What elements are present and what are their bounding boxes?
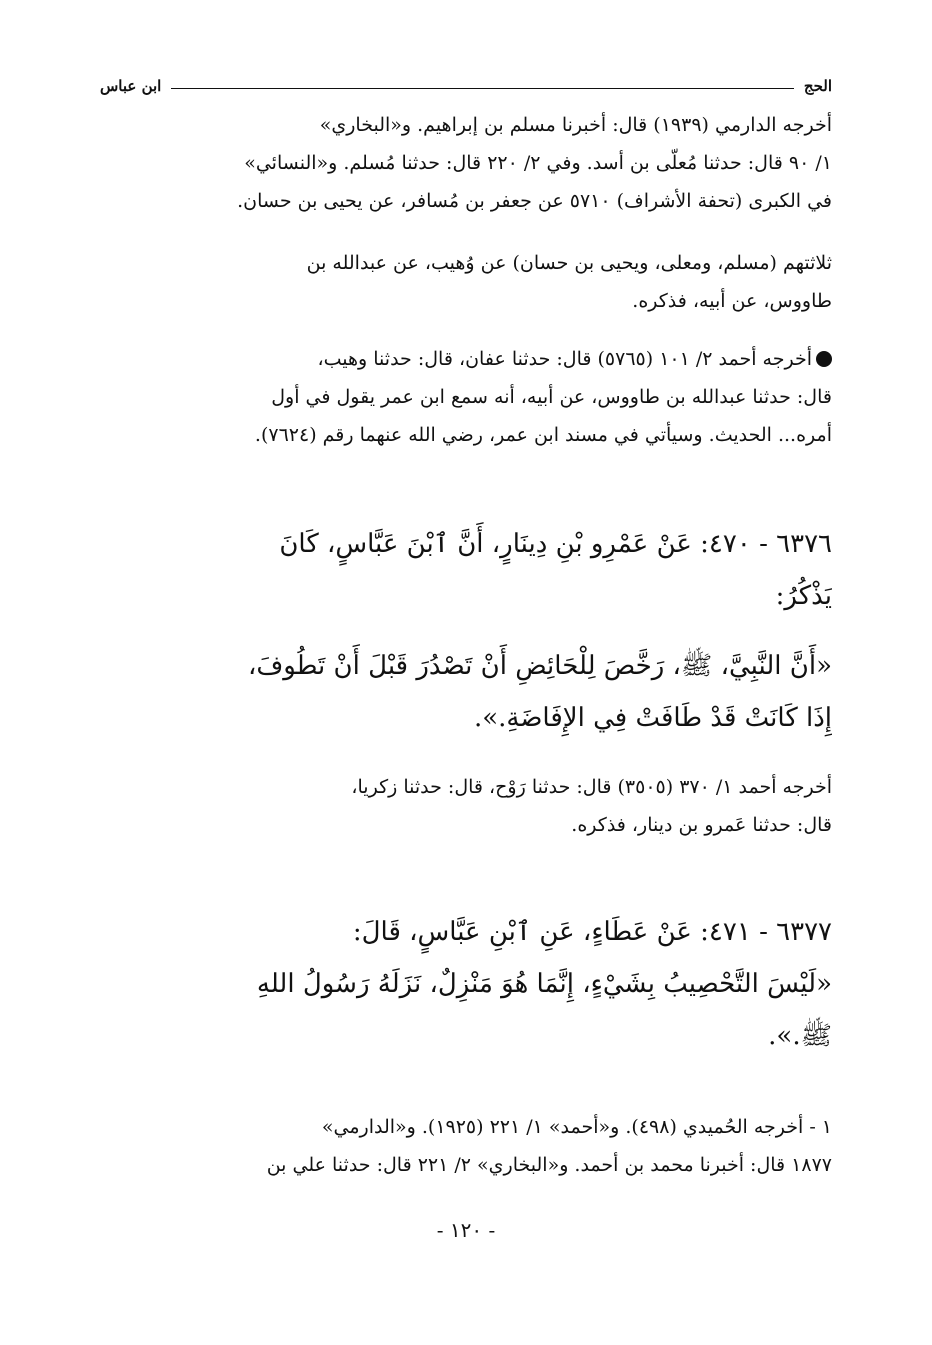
text-line: في الكبرى (تحفة الأشراف) ٥٧١٠ عن جعفر بن مُسافر، عن يحيى بن حسان. <box>237 190 832 212</box>
footnote-block-5 <box>100 1108 832 1184</box>
text-line-content: أخرجه أحمد ٢/ ١٠١ (٥٧٦٥) قال: حدثنا عفان، قال: حدثنا وهيب، <box>317 348 812 370</box>
text-line: ﷺ.». <box>768 1021 832 1051</box>
hadith-6377 <box>100 906 832 1062</box>
text-line: ٦٣٧٧ - ٤٧١: عَنْ عَطَاءٍ، عَنِ ٱبْنِ عَبَّاسٍ، قَالَ: <box>352 917 832 947</box>
footnote-block-3 <box>100 340 832 454</box>
text-line: طاووس، عن أبيه، فذكره. <box>632 290 832 312</box>
header-musnad: ابن عباس <box>100 77 162 95</box>
text-line: ١ - أخرجه الحُميدي (٤٩٨). و«أحمد» ١/ ٢٢١ (١٩٢٥). و«الدارمي» <box>321 1116 832 1138</box>
text-line: قال: حدثنا عبدالله بن طاووس، عن أبيه، أنه سمع ابن عمر يقول في أول <box>271 386 832 408</box>
text-line: ١٨٧٧ قال: أخبرنا محمد بن أحمد. و«البخاري» ٢/ ٢٢١ قال: حدثنا علي بن <box>266 1154 832 1176</box>
text-line: أخرجه الدارمي (١٩٣٩) قال: أخبرنا مسلم بن إبراهيم. و«البخاري» <box>319 114 832 136</box>
page-number: - ١٢٠ - <box>436 1218 496 1242</box>
text-line: ثلاثتهم (مسلم، ومعلى، ويحيى بن حسان) عن وُهيب، عن عبدالله بن <box>306 252 832 274</box>
text-line: ١/ ٩٠ قال: حدثنا مُعلّى بن أسد. وفي ٢/ ٢٢٠ قال: حدثنا مُسلم. و«النسائي» <box>244 152 832 174</box>
footnote-block-4 <box>100 768 832 844</box>
bullet-icon <box>816 351 832 367</box>
text-line: يَذْكُرُ: <box>775 581 832 611</box>
text-line: أمره... الحديث. وسيأتي في مسند ابن عمر، رضي الله عنهما رقم (٧٦٢٤). <box>254 424 832 446</box>
text-line: إِذَا كَانَتْ قَدْ طَافَتْ فِي الإِفَاضَةِ.». <box>473 703 832 733</box>
header-rule <box>171 88 794 89</box>
text-line: أخرجه أحمد ١/ ٣٧٠ (٣٥٠٥) قال: حدثنا رَوْح، قال: حدثنا زكريا، <box>351 776 832 798</box>
text-line: قال: حدثنا عَمرو بن دينار، فذكره. <box>571 814 832 836</box>
footnote-block-1 <box>100 106 832 220</box>
text-line: «لَيْسَ التَّحْصِيبُ بِشَيْءٍ، إِنَّمَا هُوَ مَنْزِلٌ، نَزَلَهُ رَسُولُ اللهِ <box>256 969 832 999</box>
hadith-heading-6376 <box>100 518 832 622</box>
footnote-block-2 <box>100 244 832 320</box>
running-header <box>100 68 832 104</box>
header-chapter: الحج <box>803 77 832 95</box>
hadith-text-6376 <box>100 640 832 744</box>
text-line <box>100 340 832 378</box>
text-line: ٦٣٧٦ - ٤٧٠: عَنْ عَمْرِو بْنِ دِينَارٍ، أَنَّ ٱبْنَ عَبَّاسٍ، كَانَ <box>279 529 832 559</box>
text-line: «أَنَّ النَّبِيَّ، ﷺ، رَخَّصَ لِلْحَائِضِ أَنْ تَصْدُرَ قَبْلَ أَنْ تَطُوفَ، <box>247 651 832 681</box>
